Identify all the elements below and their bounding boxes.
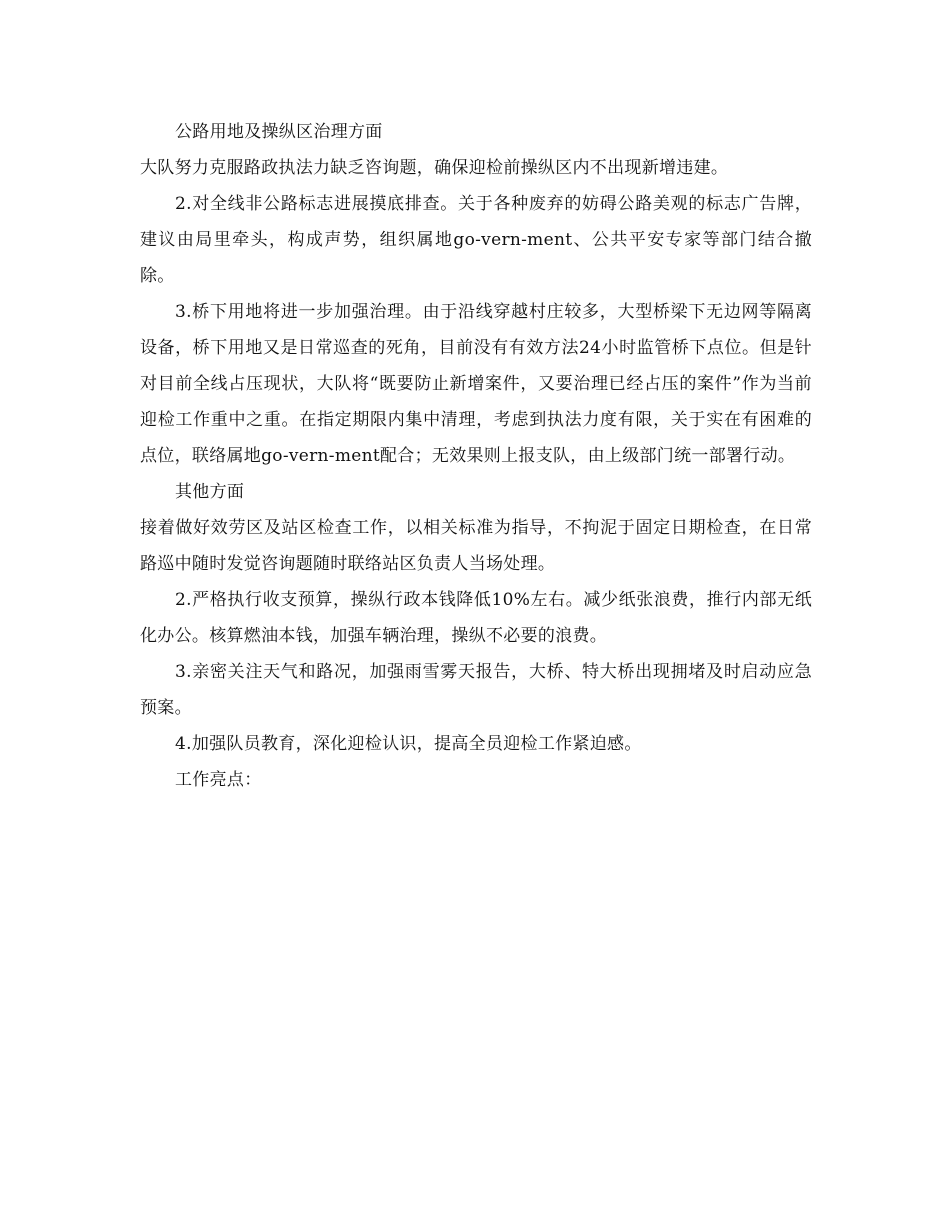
paragraph-item-2-signs: 2.对全线非公路标志进展摸底排查。关于各种废弃的妨碍公路美观的标志广告牌，建议由局里牵头，构成声势，组织属地go-vern-ment、公共平安专家等部门结合撤除。 — [140, 194, 812, 286]
document-body — [140, 114, 812, 798]
section-heading-highlights: 工作亮点： — [175, 770, 262, 790]
paragraph-service-area-check: 接着做好效劳区及站区检查工作，以相关标准为指导，不拘泥于固定日期检查，在日常路巡中随时发觉咨询题随时联络站区负责人当场处理。 — [140, 518, 812, 574]
section-heading-road-land: 公路用地及操纵区治理方面 — [175, 122, 383, 142]
paragraph-item-4-education: 4.加强队员教育，深化迎检认识，提高全员迎检工作紧迫感。 — [175, 734, 642, 754]
paragraph-item-2-budget: 2.严格执行收支预算，操纵行政本钱降低10%左右。减少纸张浪费，推行内部无纸化办公。核算燃油本钱，加强车辆治理，操纵不必要的浪费。 — [140, 590, 812, 646]
paragraph-road-land-summary: 大队努力克服路政执法力缺乏咨询题，确保迎检前操纵区内不出现新增违建。 — [140, 158, 729, 178]
paragraph-item-3-weather: 3.亲密关注天气和路况，加强雨雪雾天报告，大桥、特大桥出现拥堵及时启动应急预案。 — [140, 662, 812, 718]
section-heading-other: 其他方面 — [175, 482, 245, 502]
paragraph-item-3-bridge-land: 3.桥下用地将进一步加强治理。由于沿线穿越村庄较多，大型桥梁下无边网等隔离设备，桥下用地又是日常巡查的死角，目前没有有效方法24小时监管桥下点位。但是针对目前全线占压现状，大队将“既要防止新增案件，又要治理已经占压的案件”作为当前迎检工作重中之重。在指定期限内集中清理，考虑到执法力度有限，关于实在有困难的点位，联络属地go-vern-ment配合；无效果则上报支队，由上级部门统一部署行动。 — [140, 302, 812, 466]
